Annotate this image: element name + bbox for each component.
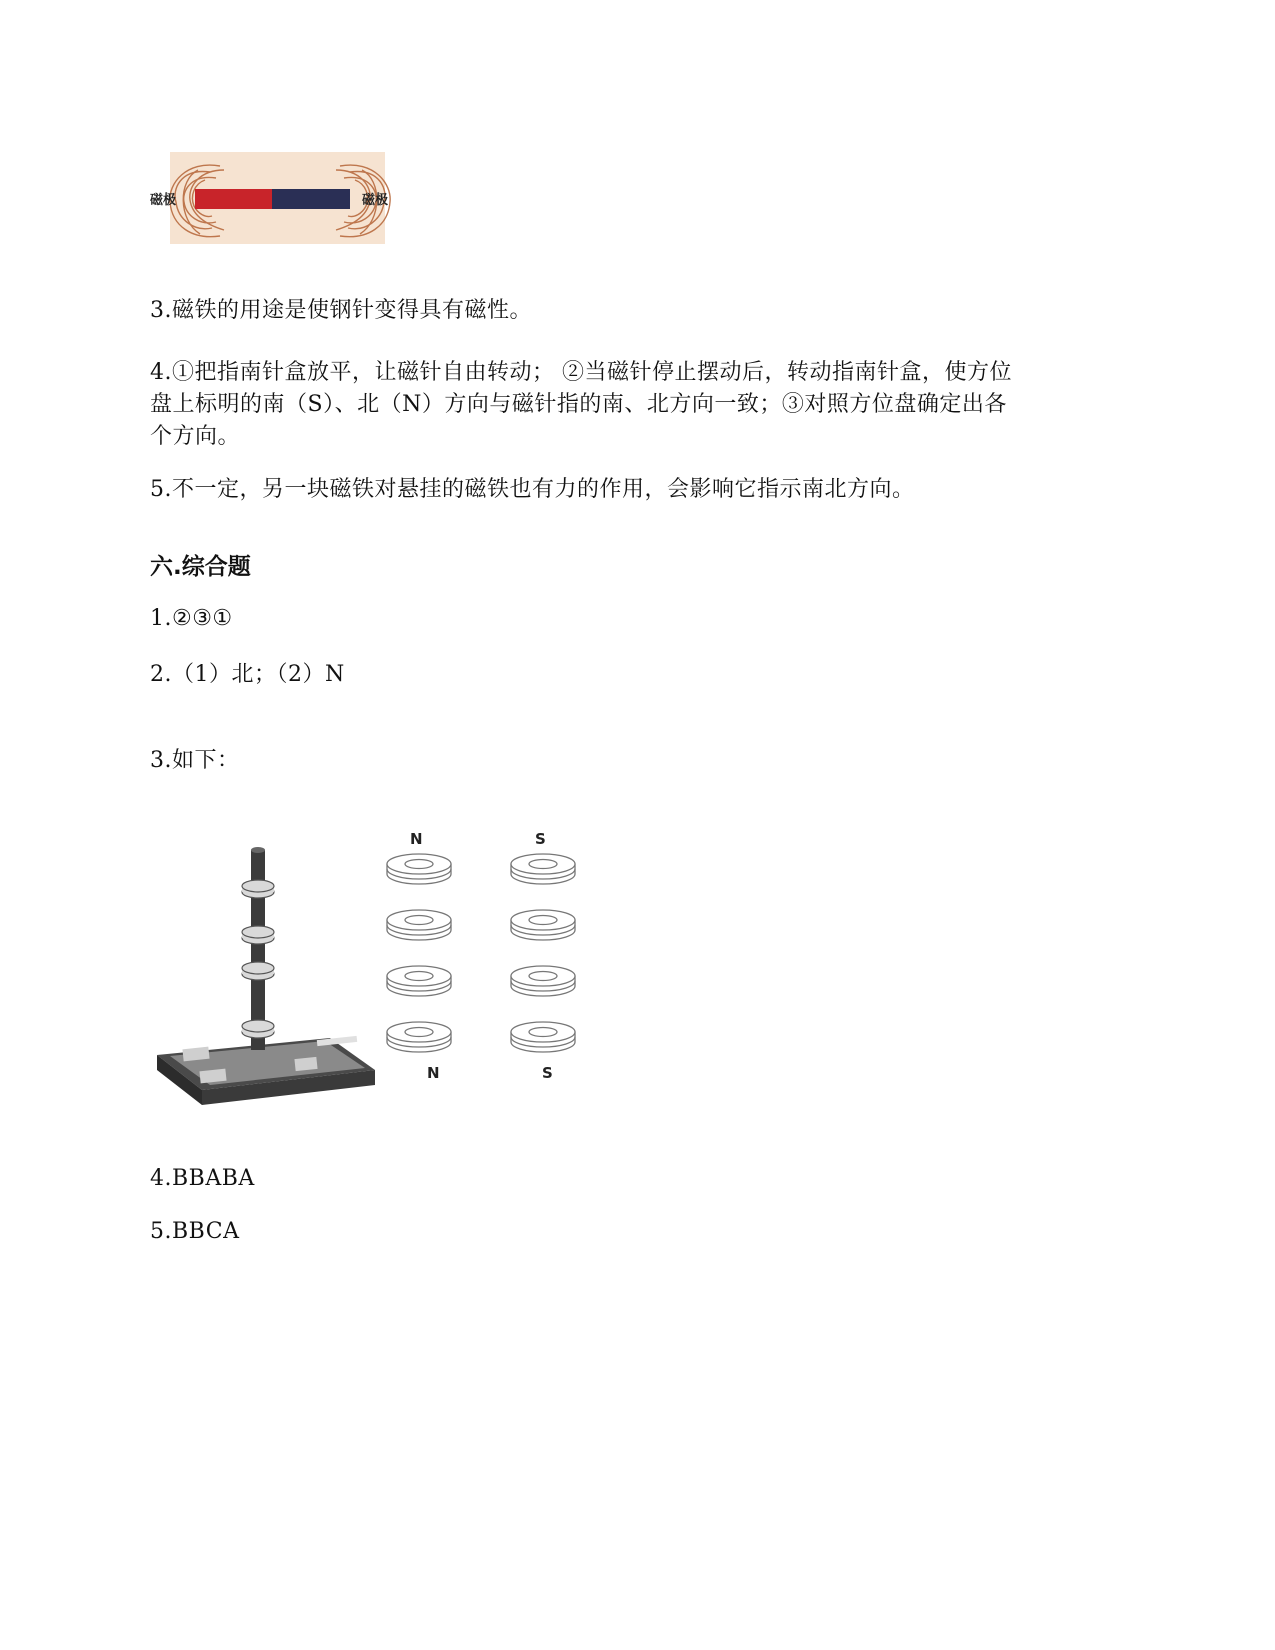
column-2-bottom-label: S: [542, 1064, 553, 1082]
ring-column-n: [387, 854, 451, 1052]
answer-4-line-3: 个方向。: [150, 424, 241, 449]
right-pole-label: 磁极: [362, 193, 389, 208]
stand-base: [157, 1036, 375, 1105]
answer-4: [150, 357, 1110, 453]
magnet-blue-half: [272, 189, 350, 209]
section6-answer-3: 3.如下：: [150, 748, 240, 773]
ring-column-s: [511, 854, 575, 1052]
answer-4-line-2: 盘上标明的南（S）、北（N）方向与磁针指的南、北方向一致；③对照方位盘确定出各: [150, 392, 1007, 417]
left-pole-label: 磁极: [150, 193, 177, 208]
section6-answer-1: 1.②③①: [150, 606, 233, 631]
answer-5: 5.不一定，另一块磁铁对悬挂的磁铁也有力的作用，会影响它指示南北方向。: [150, 477, 915, 502]
section6-answer-4: 4.BBABA: [150, 1166, 255, 1191]
bar-magnet-figure: [150, 150, 410, 250]
column-1-top-label: N: [410, 830, 423, 848]
magnet-rings-figure: [155, 830, 615, 1130]
answer-3: 3.磁铁的用途是使钢针变得具有磁性。: [150, 298, 532, 323]
magnet-red-half: [195, 189, 272, 209]
section6-answer-2: 2.（1）北；（2）N: [150, 662, 345, 687]
answer-4-line-1: 4.①把指南针盒放平，让磁针自由转动； ②当磁针停止摆动后，转动指南针盒，使方位: [150, 360, 1012, 385]
section-heading: 六.综合题: [150, 554, 251, 580]
column-1-bottom-label: N: [427, 1064, 440, 1082]
column-2-top-label: S: [535, 830, 546, 848]
section6-answer-5: 5.BBCA: [150, 1219, 240, 1244]
